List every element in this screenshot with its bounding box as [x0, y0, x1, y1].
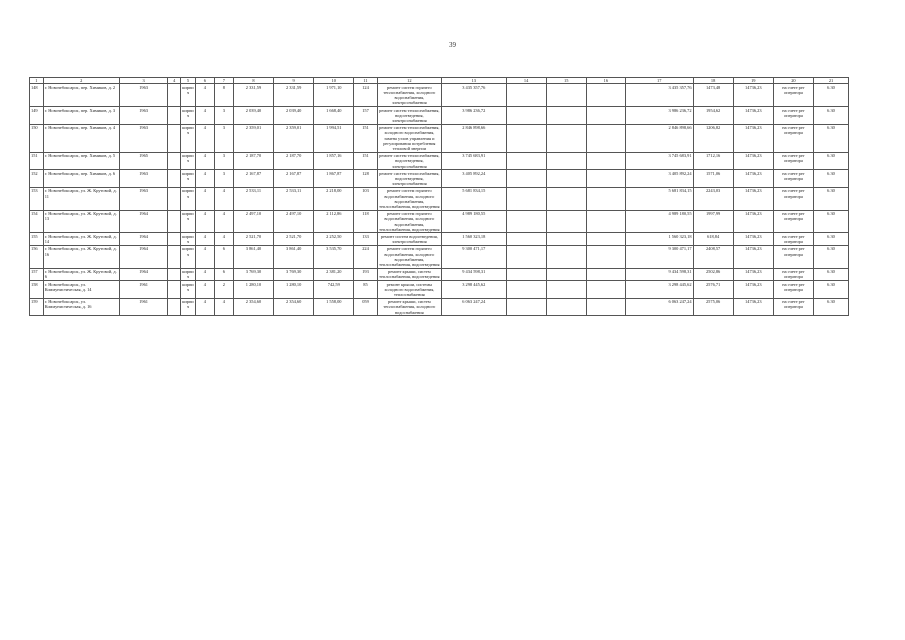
- deadline-cell: 6.30: [814, 233, 849, 245]
- cost-cell: 3 435 357,76: [442, 84, 506, 107]
- address-cell: г. Новочебоксарск, пер. Химиков, д. 3: [43, 107, 119, 125]
- fund-method-cell: на счете рег оператора: [773, 107, 813, 125]
- col15-cell: [546, 245, 586, 268]
- total-cost-cell: 3 405 892,24: [625, 170, 693, 188]
- column-number-12: 12: [377, 78, 441, 84]
- col14-cell: [506, 268, 546, 280]
- col15-cell: [546, 268, 586, 280]
- fund-method-cell: на счете рег оператора: [773, 281, 813, 299]
- area2-cell: 2 497,10: [274, 210, 314, 233]
- col15-cell: [546, 281, 586, 299]
- total-cost-cell: 9 434 598,31: [625, 268, 693, 280]
- cost-cell: 6 063 247,24: [442, 298, 506, 316]
- limit-cost-cell: 14736,23: [733, 152, 773, 170]
- cost-cell: 4 989 180,55: [442, 210, 506, 233]
- column-number-8: 8: [233, 78, 273, 84]
- column-number-10: 10: [314, 78, 354, 84]
- entrances-cell: 3: [214, 170, 233, 188]
- table-row: [30, 210, 849, 233]
- row-number: 152: [30, 170, 44, 188]
- column-number-21: 21: [814, 78, 849, 84]
- cost-cell: 3 298 445,62: [442, 281, 506, 299]
- material-cell: кирпич: [182, 269, 194, 280]
- col14-cell: [506, 210, 546, 233]
- table-row: [30, 268, 849, 280]
- table-row: [30, 245, 849, 268]
- total-cost-cell: 3 435 357,76: [625, 84, 693, 107]
- area2-cell: 2 354,60: [274, 298, 314, 316]
- col16-cell: [586, 268, 625, 280]
- residents-cell: 124: [354, 84, 377, 107]
- entrances-cell: 6: [214, 245, 233, 268]
- deadline-cell: 6.30: [814, 245, 849, 268]
- col4-cell: [168, 170, 181, 188]
- living-area-cell: 2 381,20: [314, 268, 354, 280]
- floors-cell: 4: [195, 170, 214, 188]
- col14-cell: [506, 84, 546, 107]
- column-number-4: 4: [168, 78, 181, 84]
- limit-cost-cell: 14736,23: [733, 245, 773, 268]
- works-cell: ремонт систем теплоснабжения, водоотведения, электроснабжения: [377, 107, 441, 125]
- col4-cell: [168, 298, 181, 316]
- address-cell: г. Новочебоксарск, ул. Коммунистическая, д. 16: [43, 298, 119, 316]
- deadline-cell: 6.30: [814, 84, 849, 107]
- address-cell: г. Новочебоксарск, ул. Ж. Крутовой, д. 11: [43, 187, 119, 210]
- works-cell: ремонт систем теплоснабжения, водоотведения, электроснабжения: [377, 170, 441, 188]
- cost-cell: 1 560 323,18: [442, 233, 506, 245]
- floors-cell: 4: [195, 124, 214, 152]
- year-cell: 1965: [119, 152, 168, 170]
- address-cell: г. Новочебоксарск, ул. Ж. Крутовой, д. 14: [43, 233, 119, 245]
- address-cell: г. Новочебоксарск, ул. Ж. Крутовой, д. 6: [43, 268, 119, 280]
- area2-cell: 2 331,59: [274, 84, 314, 107]
- year-cell: 1963: [119, 187, 168, 210]
- works-cell: ремонт систем горячего водоснабжения, холодного водоснабжения, теплоснабжения, водоотведения: [377, 187, 441, 210]
- floors-cell: 4: [195, 187, 214, 210]
- living-area-cell: 1 971,10: [314, 84, 354, 107]
- col14-cell: [506, 187, 546, 210]
- material-cell: кирпич: [181, 245, 196, 268]
- material-cell: кирпич: [181, 107, 196, 125]
- total-area-cell: 2 521,70: [233, 233, 273, 245]
- column-number-5: 5: [181, 78, 196, 84]
- column-number-18: 18: [693, 78, 733, 84]
- col16-cell: [586, 124, 625, 152]
- row-number: 157: [30, 268, 44, 280]
- total-cost-cell: 3 986 236,72: [625, 107, 693, 125]
- row-number: 151: [30, 152, 44, 170]
- cost-cell: 2 846 898,66: [442, 124, 506, 152]
- fund-method-cell: на счете рег оператора: [773, 170, 813, 188]
- column-number-19: 19: [733, 78, 773, 84]
- entrances-cell: 3: [214, 107, 233, 125]
- deadline-cell: 6.30: [814, 210, 849, 233]
- residents-cell: 128: [354, 170, 377, 188]
- year-cell: 1963: [119, 170, 168, 188]
- address-cell: г. Новочебоксарск, пер. Химиков, д. 5: [43, 152, 119, 170]
- deadline-cell: 6.30: [814, 107, 849, 125]
- total-cost-cell: 3 745 683,91: [625, 152, 693, 170]
- limit-cost-cell: 14736,23: [733, 233, 773, 245]
- col15-cell: [546, 187, 586, 210]
- entrances-cell: 4: [214, 233, 233, 245]
- works-cell: ремонт систем горячего водоснабжения, холодного водоснабжения, теплоснабжения, водоотведения: [377, 245, 441, 268]
- living-area-cell: 742,59: [314, 281, 354, 299]
- entrances-cell: 4: [214, 187, 233, 210]
- total-area-cell: 2 359,01: [233, 124, 273, 152]
- col14-cell: [506, 152, 546, 170]
- fund-method-cell: на счете рег оператора: [773, 210, 813, 233]
- row-number: 153: [30, 187, 44, 210]
- col14-cell: [506, 124, 546, 152]
- col4-cell: [168, 107, 181, 125]
- fund-method-cell: на счете рег оператора: [773, 84, 813, 107]
- deadline-cell: 6.30: [814, 152, 849, 170]
- year-cell: 1964: [119, 233, 168, 245]
- fund-method-cell: на счете рег оператора: [773, 298, 813, 316]
- year-cell: 1961: [119, 298, 168, 316]
- column-number-3: 3: [119, 78, 168, 84]
- works-cell: ремонт крыши, систем теплоснабжения, водоотведения: [377, 268, 441, 280]
- cost-cell: 9 300 471,17: [442, 245, 506, 268]
- col15-cell: [546, 170, 586, 188]
- unit-cost-cell: 2243,03: [693, 187, 733, 210]
- col4-cell: [168, 245, 181, 268]
- fund-method-cell: на счете рег оператора: [773, 187, 813, 210]
- entrances-cell: 3: [214, 124, 233, 152]
- row-number: 155: [30, 233, 44, 245]
- works-cell: ремонт крыши, системы холодного водоснабжения, теплоснабжения: [377, 281, 441, 299]
- deadline-cell: 6.30: [814, 298, 849, 316]
- col15-cell: [546, 124, 586, 152]
- entrances-cell: 8: [214, 84, 233, 107]
- total-cost-cell: 3 298 445,62: [625, 281, 693, 299]
- row-number: 159: [30, 298, 44, 316]
- col14-cell: [506, 233, 546, 245]
- deadline-cell: 6.30: [814, 268, 849, 280]
- total-area-cell: 2 331,59: [233, 84, 273, 107]
- fund-method-cell: на счете рег оператора: [773, 233, 813, 245]
- unit-cost-cell: 1997,99: [693, 210, 733, 233]
- fund-method-cell: на счете рег оператора: [773, 268, 813, 280]
- col16-cell: [586, 170, 625, 188]
- col4-cell: [168, 233, 181, 245]
- address-cell: г. Новочебоксарск, ул. Ж. Крутовой, д. 16: [43, 245, 119, 268]
- limit-cost-cell: 14736,23: [733, 187, 773, 210]
- floors-cell: 4: [195, 268, 214, 280]
- year-cell: 1964: [119, 245, 168, 268]
- residents-cell: 151: [354, 152, 377, 170]
- living-area-cell: 2 252,50: [314, 233, 354, 245]
- col4-cell: [168, 210, 181, 233]
- material-cell: кирпич: [181, 210, 196, 233]
- column-number-11: 11: [354, 78, 377, 84]
- table-row: [30, 187, 849, 210]
- year-cell: 1963: [119, 124, 168, 152]
- limit-cost-cell: 14736,23: [733, 298, 773, 316]
- material-cell: кирпич: [181, 124, 196, 152]
- row-number: 149: [30, 107, 44, 125]
- table-row: [30, 233, 849, 245]
- year-cell: 1964: [119, 210, 168, 233]
- col15-cell: [546, 152, 586, 170]
- living-area-cell: 1 558,00: [314, 298, 354, 316]
- year-cell: 1963: [119, 107, 168, 125]
- unit-cost-cell: 1473,48: [693, 84, 733, 107]
- address-cell: г. Новочебоксарск, пер. Химиков, д. 2: [43, 84, 119, 107]
- year-cell: 1963: [119, 84, 168, 107]
- col15-cell: [546, 84, 586, 107]
- deadline-cell: 6.30: [814, 124, 849, 152]
- floors-cell: 4: [195, 84, 214, 107]
- unit-cost-cell: 2502,86: [693, 268, 733, 280]
- entrances-cell: 4: [214, 210, 233, 233]
- area2-cell: 2 039,40: [274, 107, 314, 125]
- row-number: 156: [30, 245, 44, 268]
- col4-cell: [168, 84, 181, 107]
- material-cell: кирпич: [181, 152, 196, 170]
- col16-cell: [586, 152, 625, 170]
- works-cell: ремонт систем водоотведения, электроснабжения: [377, 233, 441, 245]
- living-area-cell: 2 218,00: [314, 187, 354, 210]
- col15-cell: [546, 233, 586, 245]
- col16-cell: [586, 233, 625, 245]
- col15-cell: [546, 210, 586, 233]
- floors-cell: 4: [195, 107, 214, 125]
- total-cost-cell: 4 989 180,55: [625, 210, 693, 233]
- col4-cell: [168, 281, 181, 299]
- limit-cost-cell: 14736,23: [733, 107, 773, 125]
- residents-cell: 151: [354, 124, 377, 152]
- living-area-cell: 1 867,87: [314, 170, 354, 188]
- floors-cell: 4: [195, 281, 214, 299]
- column-number-17: 17: [625, 78, 693, 84]
- residents-cell: 103: [354, 187, 377, 210]
- material-cell: кирпич: [181, 187, 196, 210]
- page-number: 39: [449, 41, 456, 49]
- entrances-cell: 6: [214, 268, 233, 280]
- housing-repair-table: [29, 77, 849, 316]
- living-area-cell: 1 668,40: [314, 107, 354, 125]
- living-area-cell: 3 535,70: [314, 245, 354, 268]
- row-number: 154: [30, 210, 44, 233]
- deadline-cell: 6.30: [814, 281, 849, 299]
- works-cell: ремонт систем горячего теплоснабжения, холодного водоснабжения, электроснабжения: [377, 84, 441, 107]
- cost-cell: 3 986 236,72: [442, 107, 506, 125]
- entrances-cell: 3: [214, 152, 233, 170]
- col4-cell: [168, 268, 181, 280]
- unit-cost-cell: 1954,62: [693, 107, 733, 125]
- total-area-cell: 2 354,60: [233, 298, 273, 316]
- residents-cell: 85: [354, 281, 377, 299]
- total-area-cell: 3 861,40: [233, 245, 273, 268]
- residents-cell: 157: [354, 107, 377, 125]
- limit-cost-cell: 14736,23: [733, 124, 773, 152]
- table-row: [30, 170, 849, 188]
- entrances-cell: 2: [214, 281, 233, 299]
- column-number-14: 14: [506, 78, 546, 84]
- address-cell: г. Новочебоксарск, пер. Химиков, д. 6: [43, 170, 119, 188]
- unit-cost-cell: 2575,06: [693, 298, 733, 316]
- total-cost-cell: 1 560 323,18: [625, 233, 693, 245]
- material-cell: кирпич: [182, 233, 194, 245]
- total-area-cell: 2 533,11: [233, 187, 273, 210]
- cost-cell: 3 745 683,91: [442, 152, 506, 170]
- col4-cell: [168, 152, 181, 170]
- living-area-cell: 1 994,51: [314, 124, 354, 152]
- unit-cost-cell: 1571,06: [693, 170, 733, 188]
- table-row: [30, 84, 849, 107]
- fund-method-cell: на счете рег оператора: [773, 124, 813, 152]
- row-number: 148: [30, 84, 44, 107]
- column-number-7: 7: [214, 78, 233, 84]
- column-number-2: 2: [43, 78, 119, 84]
- limit-cost-cell: 14736,23: [733, 210, 773, 233]
- column-number-1: 1: [30, 78, 44, 84]
- total-area-cell: 2 167,87: [233, 170, 273, 188]
- address-cell: г. Новочебоксарск, ул. Коммунистическая, д. 14: [43, 281, 119, 299]
- fund-method-cell: на счете рег оператора: [773, 152, 813, 170]
- col16-cell: [586, 210, 625, 233]
- col14-cell: [506, 281, 546, 299]
- row-number: 158: [30, 281, 44, 299]
- area2-cell: 3 861,40: [274, 245, 314, 268]
- col15-cell: [546, 298, 586, 316]
- col4-cell: [168, 187, 181, 210]
- total-area-cell: 2 039,40: [233, 107, 273, 125]
- unit-cost-cell: 2576,71: [693, 281, 733, 299]
- address-cell: г. Новочебоксарск, пер. Химиков, д. 4: [43, 124, 119, 152]
- material-cell: кирпич: [181, 170, 196, 188]
- total-area-cell: 2 497,10: [233, 210, 273, 233]
- col16-cell: [586, 245, 625, 268]
- total-area-cell: 1 280,10: [233, 281, 273, 299]
- col14-cell: [506, 245, 546, 268]
- unit-cost-cell: 1206,82: [693, 124, 733, 152]
- residents-cell: 193: [354, 268, 377, 280]
- total-cost-cell: 9 300 471,17: [625, 245, 693, 268]
- area2-cell: 1 280,10: [274, 281, 314, 299]
- col16-cell: [586, 84, 625, 107]
- floors-cell: 4: [195, 233, 214, 245]
- material-cell: кирпич: [181, 281, 196, 299]
- limit-cost-cell: 14736,23: [733, 84, 773, 107]
- col15-cell: [546, 107, 586, 125]
- col14-cell: [506, 107, 546, 125]
- table-row: [30, 124, 849, 152]
- fund-method-cell: на счете рег оператора: [773, 245, 813, 268]
- col16-cell: [586, 107, 625, 125]
- works-cell: ремонт систем горячего водоснабжения, холодного водоснабжения, теплоснабжения, водоотведения: [377, 210, 441, 233]
- table-row: [30, 107, 849, 125]
- cost-cell: 9 434 598,31: [442, 268, 506, 280]
- floors-cell: 4: [195, 210, 214, 233]
- residents-cell: 059: [354, 298, 377, 316]
- address-cell: г. Новочебоксарск, ул. Ж. Крутовой, д. 13: [43, 210, 119, 233]
- living-area-cell: 1 857,16: [314, 152, 354, 170]
- col16-cell: [586, 281, 625, 299]
- area2-cell: 2 359,01: [274, 124, 314, 152]
- floors-cell: 4: [195, 245, 214, 268]
- deadline-cell: 6.30: [814, 187, 849, 210]
- column-number-13: 13: [442, 78, 506, 84]
- floors-cell: 4: [195, 298, 214, 316]
- area2-cell: 2 533,11: [274, 187, 314, 210]
- area2-cell: 3 769,30: [274, 268, 314, 280]
- living-area-cell: 2 112,86: [314, 210, 354, 233]
- residents-cell: 118: [354, 210, 377, 233]
- col14-cell: [506, 298, 546, 316]
- cost-cell: 5 681 834,15: [442, 187, 506, 210]
- floors-cell: 4: [195, 152, 214, 170]
- limit-cost-cell: 14736,23: [733, 281, 773, 299]
- material-cell: кирпич: [181, 298, 196, 316]
- column-number-6: 6: [195, 78, 214, 84]
- total-cost-cell: 6 063 247,24: [625, 298, 693, 316]
- row-number: 150: [30, 124, 44, 152]
- total-area-cell: 3 769,30: [233, 268, 273, 280]
- material-cell: кирпич: [181, 84, 196, 107]
- residents-cell: 133: [354, 233, 377, 245]
- column-number-20: 20: [773, 78, 813, 84]
- unit-cost-cell: 1712,16: [693, 152, 733, 170]
- area2-cell: 2 187,70: [274, 152, 314, 170]
- total-area-cell: 2 187,70: [233, 152, 273, 170]
- unit-cost-cell: 2408,57: [693, 245, 733, 268]
- column-number-16: 16: [586, 78, 625, 84]
- year-cell: 1964: [119, 268, 168, 280]
- works-cell: ремонт систем теплоснабжения, холодного водоснабжения, замена узлов управления и регулирования потребления тепловой энергии: [377, 124, 441, 152]
- table-row: [30, 298, 849, 316]
- entrances-cell: 4: [214, 298, 233, 316]
- area2-cell: 2 521,70: [274, 233, 314, 245]
- total-cost-cell: 2 846 898,66: [625, 124, 693, 152]
- limit-cost-cell: 14736,23: [733, 268, 773, 280]
- limit-cost-cell: 14736,23: [733, 170, 773, 188]
- unit-cost-cell: 618,84: [693, 233, 733, 245]
- col14-cell: [506, 170, 546, 188]
- deadline-cell: 6.30: [814, 170, 849, 188]
- table-row: [30, 281, 849, 299]
- column-number-15: 15: [546, 78, 586, 84]
- works-cell: ремонт систем теплоснабжения, водоотведения, электроснабжения: [377, 152, 441, 170]
- total-cost-cell: 5 681 834,15: [625, 187, 693, 210]
- works-cell: ремонт крыши, систем теплоснабжения, холодного водоснабжения: [377, 298, 441, 316]
- col16-cell: [586, 298, 625, 316]
- area2-cell: 2 167,87: [274, 170, 314, 188]
- residents-cell: 224: [354, 245, 377, 268]
- column-number-9: 9: [274, 78, 314, 84]
- col16-cell: [586, 187, 625, 210]
- table-row: [30, 152, 849, 170]
- year-cell: 1961: [119, 281, 168, 299]
- cost-cell: 3 405 892,24: [442, 170, 506, 188]
- col4-cell: [168, 124, 181, 152]
